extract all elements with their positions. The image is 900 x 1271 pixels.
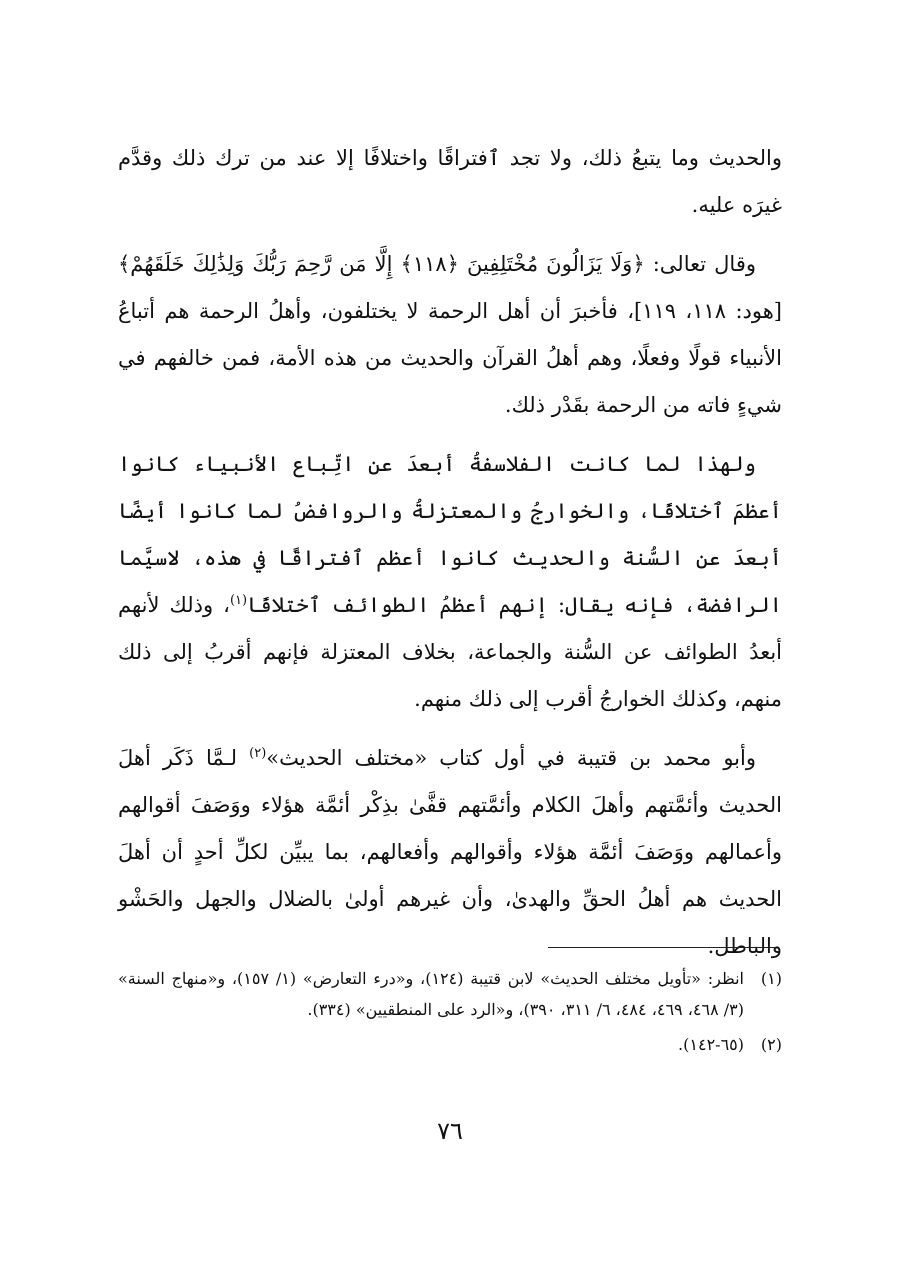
footnote-2	[118, 1029, 782, 1060]
footnote-separator	[548, 947, 776, 948]
paragraph-3	[118, 441, 782, 723]
paragraph-2-text: [هود: ١١٨، ١١٩]، فأخبرَ أن أهل الرحمة لا يختلفون، وأهلُ الرحمة هم أتباعُ الأنبياء قولًا وفعلًا، وهم أهلُ القرآن والحديث من هذه الأمة، فمن خالفهم في شيءٍ فاته من الرحمة بقَدْر ذلك.	[118, 299, 782, 417]
paragraph-4-text-a: وأبو محمد بن قتيبة في أول كتاب «مختلف الحديث»	[266, 746, 756, 770]
main-text	[118, 135, 782, 970]
footnote-1	[118, 963, 782, 1025]
paragraph-1-text: والحديث وما يتبعُ ذلك، ولا تجد ٱفتراقًا واختلافًا إلا عند من ترك ذلك وقدَّم غيرَه عليه.	[118, 146, 782, 217]
paragraph-2	[118, 241, 782, 429]
paragraph-1	[118, 135, 782, 229]
footnote-2-number: (٢)	[760, 1035, 782, 1054]
paragraph-4	[118, 735, 782, 970]
paragraph-3-text-a: ولهذا لما كانت الفلاسفةُ أبعدَ عن اتِّباع الأنبياء كانوا أعظمَ ٱختلافًا، والخوارجُ والمعتزلةُ والروافضُ لما كانوا أيضًا أبعدَ عن السُّنة والحديث كانوا أعظم ٱفتراقًا في هذه، لاسيَّما الرافضة، فإنه يقال: إنهم أعظمُ الطوائف ٱختلافًا	[118, 452, 782, 617]
footnote-1-text: انظر: «تأويل مختلف الحديث» لابن قتيبة (١٢٤)، و«درء التعارض» (١/ ١٥٧)، و«منهاج السنة» (٣/ ٤٦٨، ٤٦٩، ٤٨٤، ٦/ ٣١١، ٣٩٠)، و«الرد على المنطقيين» (٣٣٤).	[118, 969, 744, 1019]
page-number: ٧٦	[437, 1117, 463, 1145]
footnote-ref-1[interactable]: (١)	[229, 593, 248, 608]
quran-verse: ﴿وَلَا يَزَالُونَ مُخْتَلِفِينَ ﴿١١٨﴾ إِلَّا مَن رَّحِمَ رَبُّكَ وَلِذَٰلِكَ خَلَقَهُمْ﴾	[118, 252, 645, 276]
paragraph-3-text-b: ، وذلك لأنهم أبعدُ الطوائف عن السُّنة والجماعة، بخلاف المعتزلة فإنهم أقربُ إلى ذلك منهم، وكذلك الخوارجُ أقرب إلى ذلك منهم.	[118, 593, 782, 711]
footnote-ref-2[interactable]: (٢)	[249, 746, 267, 761]
footnotes	[118, 963, 782, 1060]
footnote-1-number: (١)	[760, 969, 782, 988]
paragraph-4-text-b: لـمَّا ذَكَر أهلَ الحديث وأئمَّتهم وأهلَ الكلام وأئمَّتهم قفَّىٰ بذِكْر أئمَّة هؤلاء ووَصَفَ أقوالهم وأعمالهم ووَصَفَ أئمَّة هؤلاء وأقوالهم وأفعالهم، بما يبيِّن لكلِّ أحدٍ أن أهلَ الحديث هم أهلُ الحقِّ والهدىٰ، وأن غيرهم أولىٰ بالضلال والجهل والحَشْو والباطل.	[118, 746, 782, 958]
footnote-2-text: (٦٥-١٤٢).	[678, 1035, 744, 1054]
paragraph-2-intro: وقال تعالى:	[644, 252, 756, 276]
